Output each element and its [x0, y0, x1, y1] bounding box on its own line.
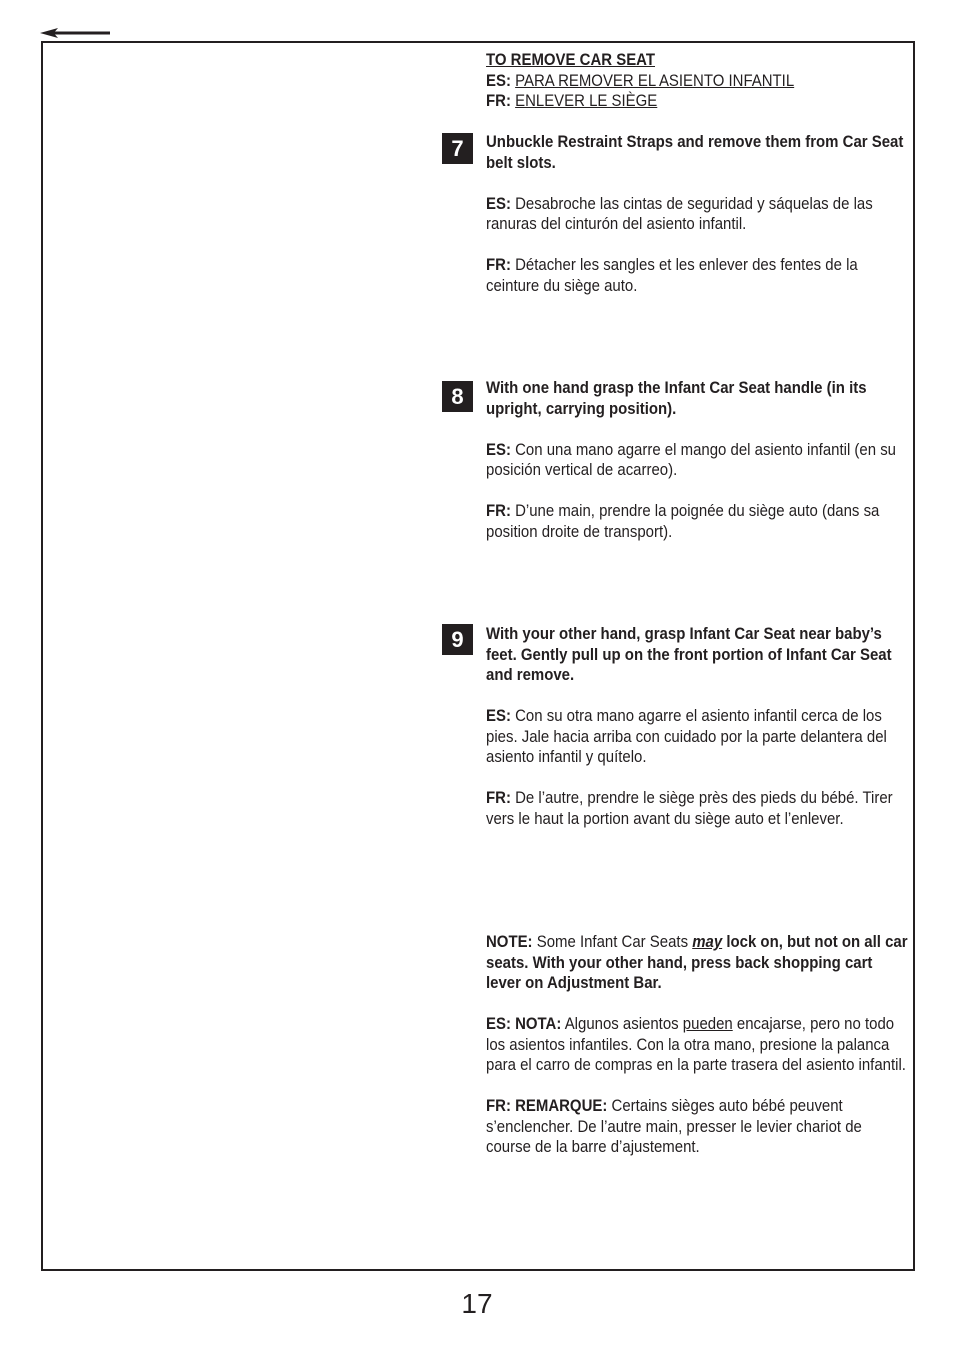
step-7-fr-prefix: FR:: [486, 255, 511, 274]
heading-es-prefix: ES:: [486, 70, 511, 90]
step-9-en: With your other hand, grasp Infant Car Seat near baby’s feet. Gently pull up on the front portion of Infant Car Seat and remove.: [486, 624, 892, 684]
note-en-part2: lock on, but not on all car seats. With your other hand, press back shopping cart lever on Adjustment Bar.: [486, 932, 908, 992]
step-8-es: Con una mano agarre el mango del asiento infantil (en su posición vertical de acarreo).: [486, 439, 896, 479]
note-es-label: ES: NOTA:: [486, 1014, 562, 1033]
left-arrow-icon: [40, 26, 112, 40]
note-es-part2: encajarse, pero no todo los asientos infantiles. Con la otra mano, presione la palanca para el carro de compras en la parte trasera del asiento infantil.: [486, 1014, 906, 1074]
note-fr-text: Certains sièges auto bébé peuvent s’enclencher. De l’autre main, presser le levier chariot de course de la barre d’ajustement.: [486, 1096, 862, 1156]
step-7-number: 7: [442, 133, 473, 164]
heading-fr-text: ENLEVER LE SIÈGE: [515, 91, 658, 110]
note-es-part1: Algunos asientos: [564, 1014, 679, 1033]
step-8-es-prefix: ES:: [486, 439, 511, 459]
step-9: [486, 624, 893, 829]
step-8-number: 8: [442, 381, 473, 412]
step-7-fr: Détacher les sangles et les enlever des fentes de la ceinture du siège auto.: [486, 255, 858, 295]
note-fr-label: FR: REMARQUE:: [486, 1096, 608, 1115]
section-title: TO REMOVE CAR SEAT: [486, 50, 656, 69]
note-block: [486, 932, 908, 1158]
note-en-label: NOTE:: [486, 932, 533, 951]
note-en-part1: Some Infant Car Seats: [536, 932, 689, 951]
step-8-en: With one hand grasp the Infant Car Seat handle (in its upright, carrying position).: [486, 378, 867, 418]
note-en-emphasis: may: [692, 932, 723, 951]
step-9-fr: De l’autre, prendre le siège près des pieds du bébé. Tirer vers le haut la portion avant du siège auto et l’enlever.: [486, 788, 893, 828]
note-es-emphasis: pueden: [682, 1014, 733, 1033]
heading-es-text: PARA REMOVER EL ASIENTO INFANTIL: [515, 70, 795, 90]
section-heading: [486, 50, 859, 112]
step-9-es: Con su otra mano agarre el asiento infantil cerca de los pies. Jale hacia arriba con cuidado por la parte delantera del asiento infantil y quítelo.: [486, 706, 887, 766]
step-8: [486, 378, 896, 542]
step-9-fr-prefix: FR:: [486, 788, 511, 807]
step-7-es: Desabroche las cintas de seguridad y sáquelas de las ranuras del cinturón del asiento infantil.: [486, 193, 873, 233]
step-9-es-prefix: ES:: [486, 706, 511, 725]
step-8-fr-prefix: FR:: [486, 501, 511, 520]
step-7-en: Unbuckle Restraint Straps and remove them from Car Seat belt slots.: [486, 132, 904, 172]
heading-fr-prefix: FR:: [486, 91, 511, 110]
step-9-number: 9: [442, 624, 473, 655]
step-8-fr: D’une main, prendre la poignée du siège auto (dans sa position droite de transport).: [486, 501, 880, 541]
step-7: [486, 132, 904, 296]
step-7-es-prefix: ES:: [486, 193, 511, 213]
page-number: 17: [461, 1288, 493, 1319]
